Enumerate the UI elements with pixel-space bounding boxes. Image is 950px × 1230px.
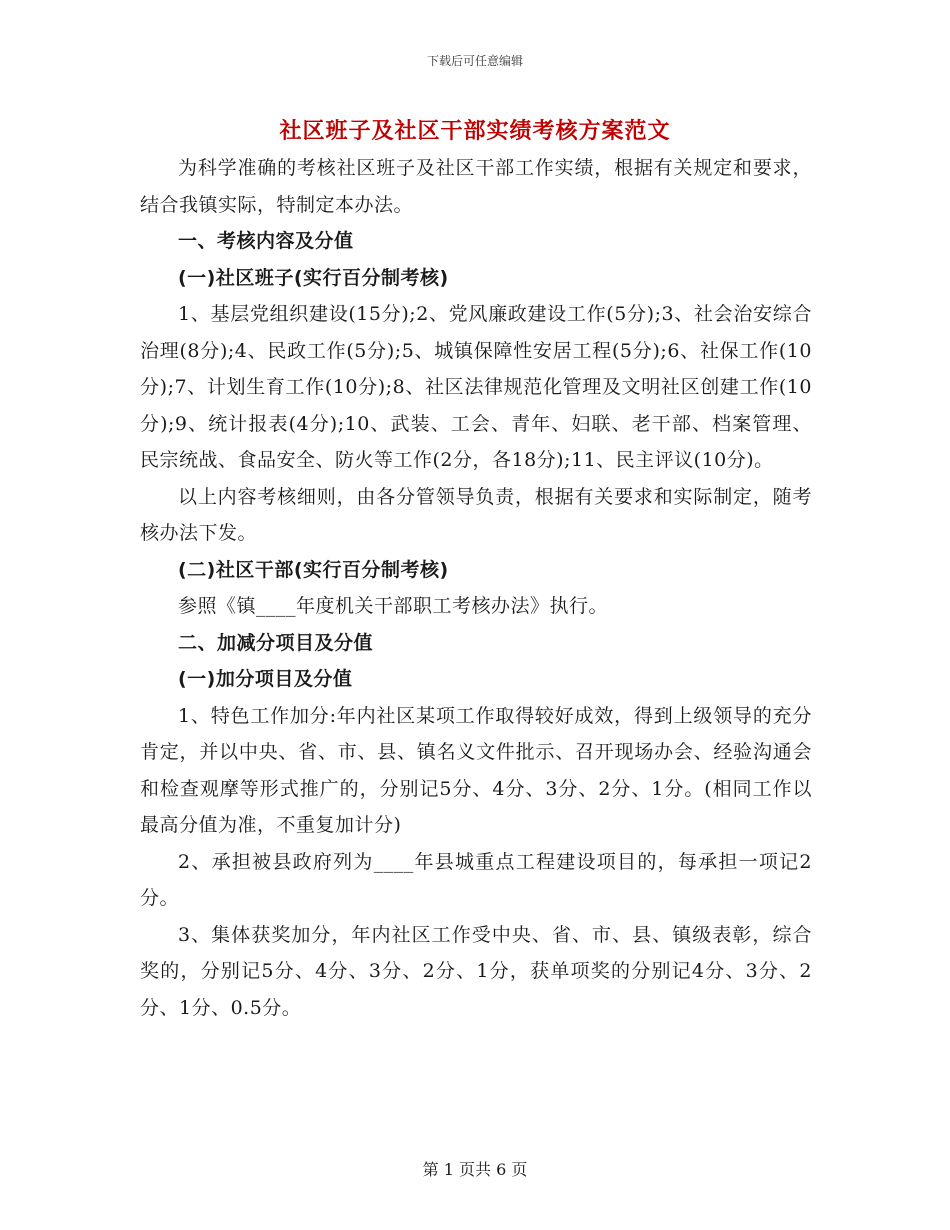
heading-section-2: 二、加减分项目及分值 xyxy=(178,631,374,654)
heading-subsection-1-2: (二)社区干部(实行百分制考核) xyxy=(178,558,449,581)
document-title: 社区班子及社区干部实绩考核方案范文 xyxy=(279,119,671,144)
paragraph-bonus-3: 3、集体获奖加分，年内社区工作受中央、省、市、县、镇级表彰，综合奖的，分别记5分、4分、3分、2分、1分，获单项奖的分别记4分、3分、2分、1分、0.5分。 xyxy=(140,923,812,1019)
header-note: 下载后可任意编辑 xyxy=(426,54,523,68)
paragraph-details-note: 以上内容考核细则，由各分管领导负责，根据有关要求和实际制定，随考核办法下发。 xyxy=(140,485,812,544)
paragraph-reference: 参照《镇____年度机关干部职工考核办法》执行。 xyxy=(178,595,609,617)
page-number: 第 1 页共 6 页 xyxy=(422,1160,528,1179)
heading-section-1: 一、考核内容及分值 xyxy=(178,230,354,252)
paragraph-bonus-2: 2、承担被县政府列为____年县城重点工程建设项目的，每承担一项记2分。 xyxy=(140,850,812,909)
paragraph-bonus-1: 1、特色工作加分:年内社区某项工作取得较好成效，得到上级领导的充分肯定，并以中央、省、市、县、镇名义文件批示、召开现场办会、经验沟通会和检查观摩等形式推广的，分别记5分、4分、3分、2分、1分。(相同工作以最高分值为准，不重复加计分) xyxy=(140,704,812,836)
heading-subsection-2-1: (一)加分项目及分值 xyxy=(178,668,353,690)
paragraph-score-items: 1、基层党组织建设(15分);2、党风廉政建设工作(5分);3、社会治安综合治理(8分);4、民政工作(5分);5、城镇保障性安居工程(5分);6、社保工作(10分);7、计划生育工作(10分);8、社区法律规范化管理及文明社区创建工作(10分);9、统计报表(4分);10、武装、工会、青年、妇联、老干部、档案管理、民宗统战、食品安全、防火等工作(2分，各18分);11、民主评议(10分)。 xyxy=(140,303,812,471)
paragraph-intro: 为科学准确的考核社区班子及社区干部工作实绩，根据有关规定和要求，结合我镇实际，特制定本办法。 xyxy=(140,157,812,216)
heading-subsection-1-1: (一)社区班子(实行百分制考核) xyxy=(178,266,449,289)
document-body xyxy=(140,150,812,1026)
